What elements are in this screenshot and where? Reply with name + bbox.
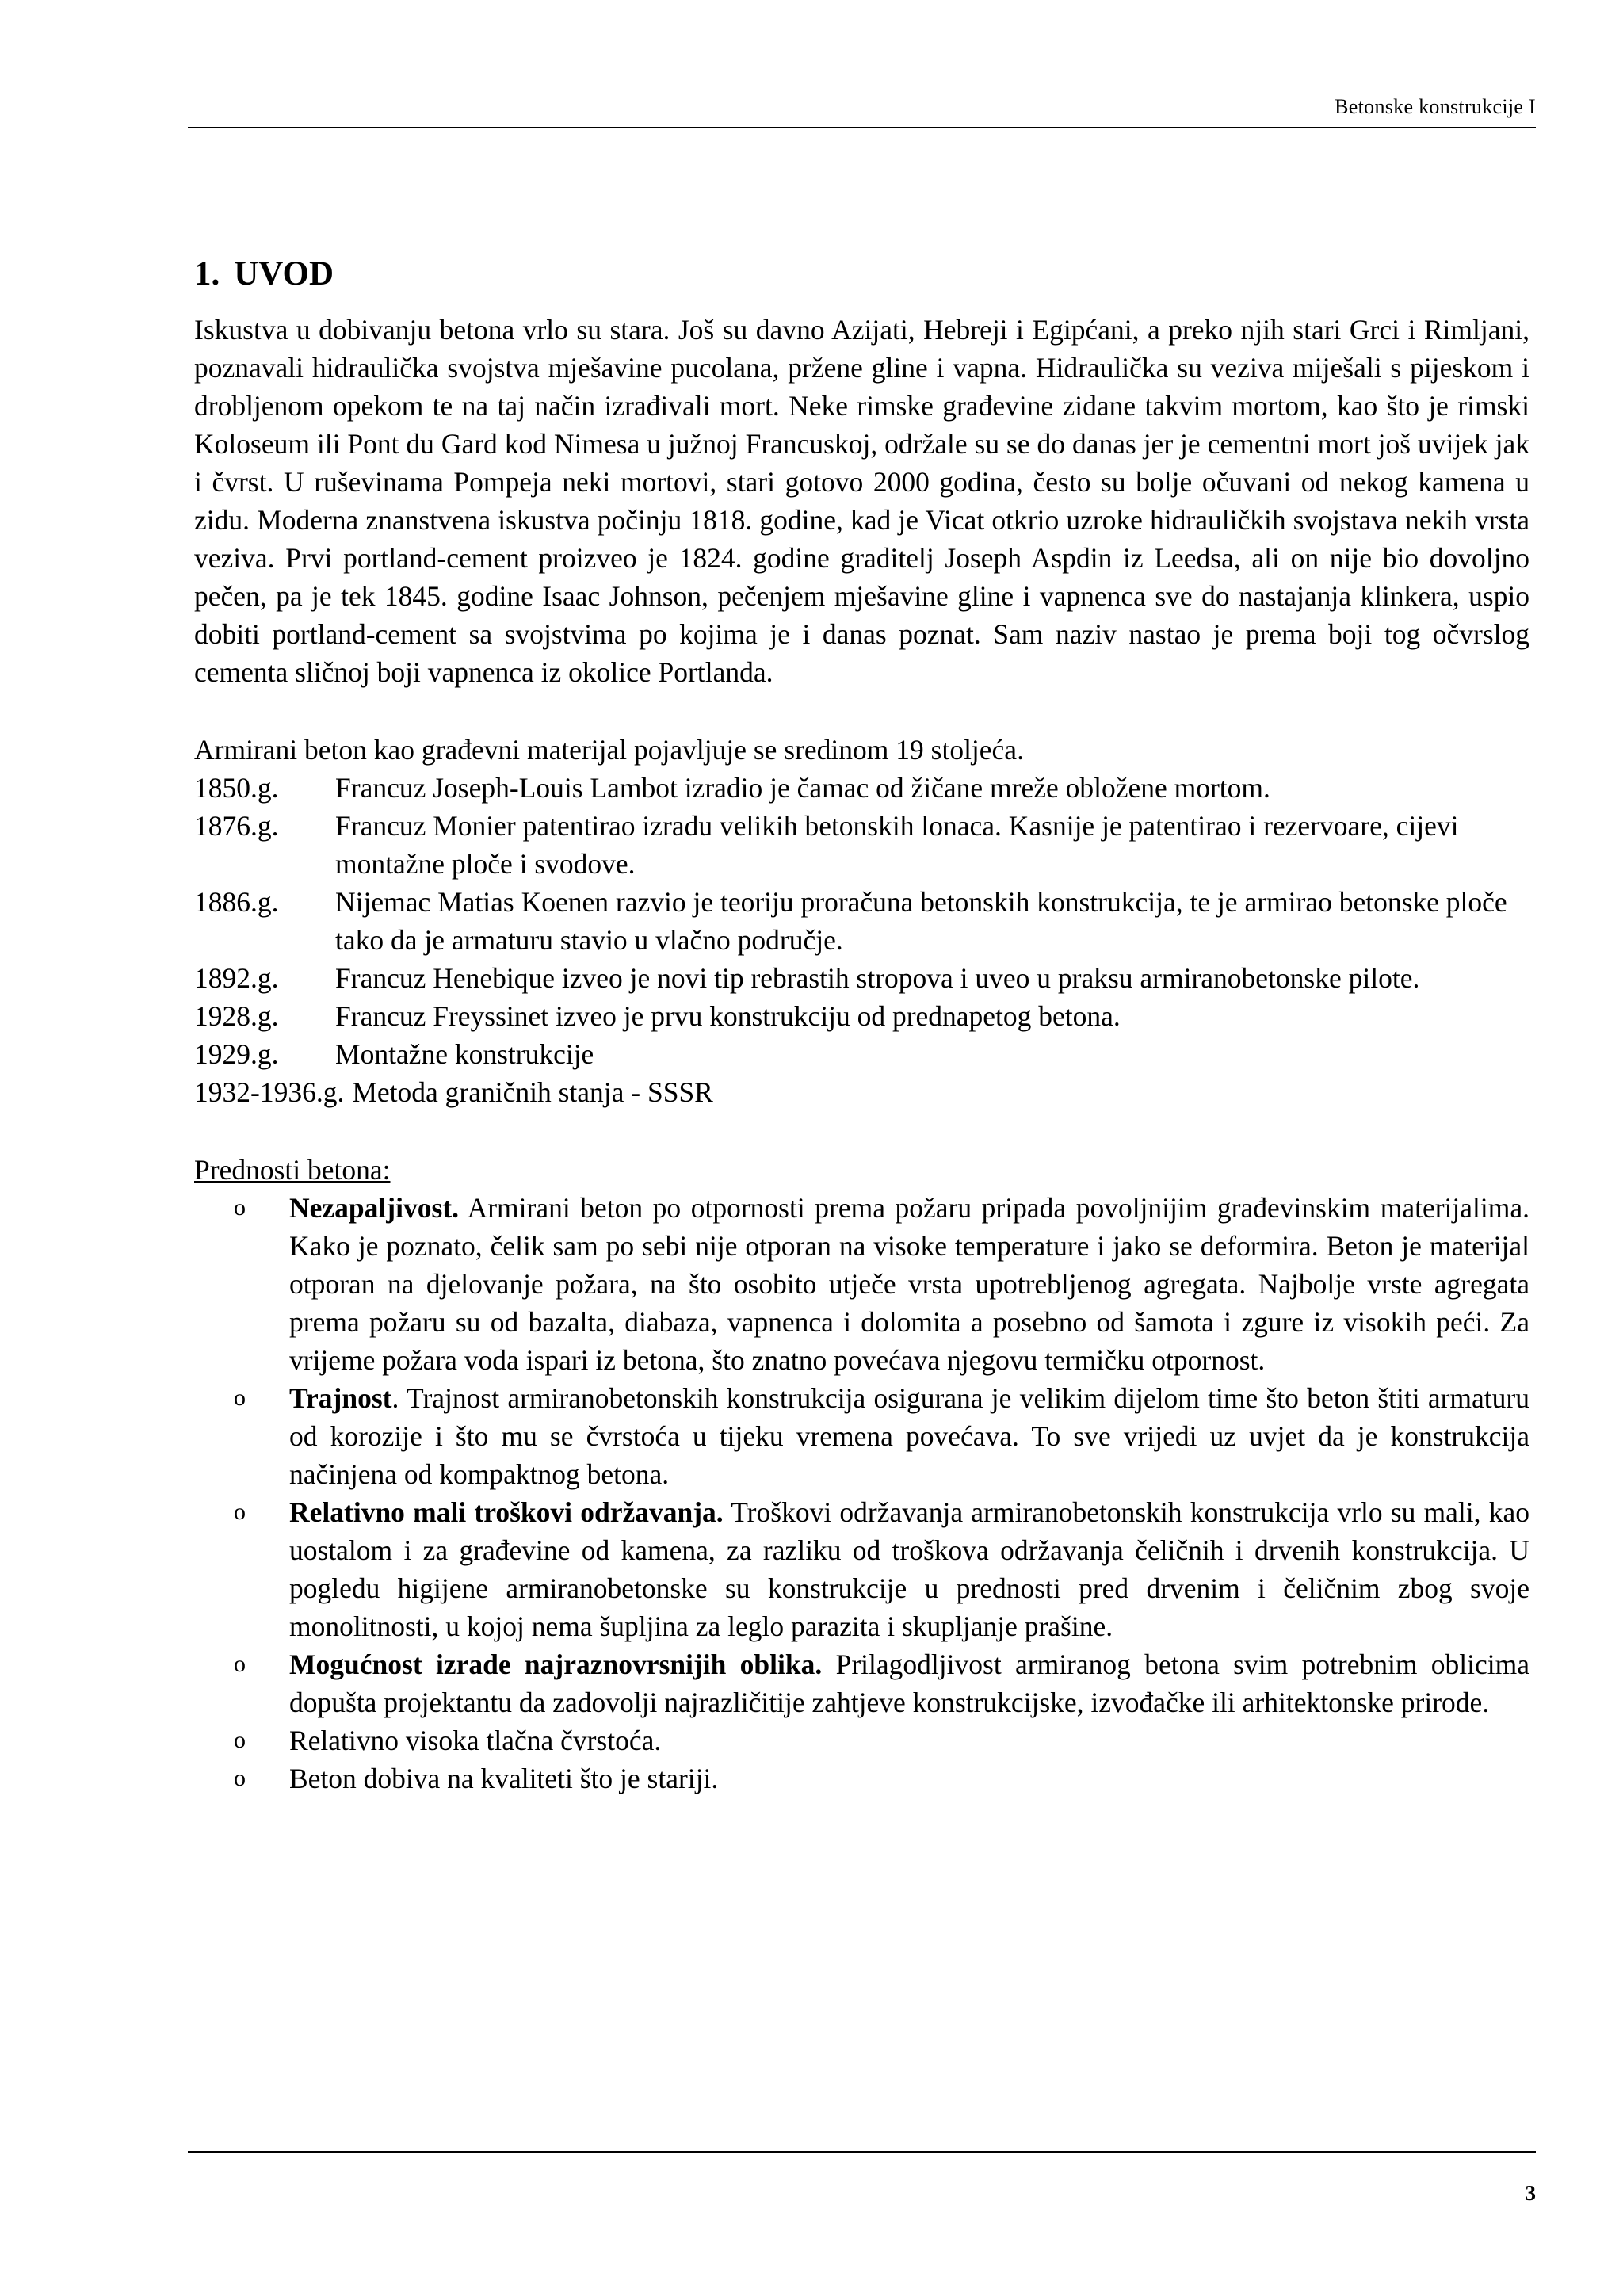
list-item-body: Troškovi održavanja armiranobetonskih konstrukcija vrlo su mali, kao uostalom i za građevine od kamena, za razliku od troškova održavanja čeličnih i drvenih konstrukcija. U pogledu higijene armiranobetonske su konstrukcije u prednosti pred drvenim i čeličnim zbog svoje monolitnosti, u kojoj nema šupljina za leglo parazita i skupljanje prašine. <box>289 1496 1529 1642</box>
intro-paragraph: Iskustva u dobivanju betona vrlo su stara. Još su davno Azijati, Hebreji i Egipćani, a preko njih stari Grci i Rimljani, poznavali hidraulička svojstva mješavine pucolana, pržene gline i vapna. Hidraulička su veziva miješali s pijeskom i drobljenom opekom te na taj način izrađivali mort. Neke rimske građevine zidane takvim mortom, kao što je rimski Koloseum ili Pont du Gard kod Nimesa u južnoj Francuskoj, održale su se do danas jer je cementni mort još uvijek jak i čvrst. U ruševinama Pompeja neki mortovi, stari gotovo 2000 godina, često su bolje očuvani od nekog kamena u zidu. Moderna znanstvena iskustva počinju 1818. godine, kad je Vicat otkrio uzroke hidrauličkih svojstava nekih vrsta veziva. Prvi portland-cement proizveo je 1824. godine graditelj Joseph Aspdin iz Leedsa, ali on nije bio dovoljno pečen, pa je tek 1845. godine Isaac Johnson, pečenjem mješavine gline i vapnenca sve do nastajanja klinkera, uspio dobiti portland-cement sa svojstvima po kojima je i danas poznat. Sam naziv nastao je prema boji tog očvrslog cementa sličnoj boji vapnenca iz okolice Portlanda. <box>194 314 1529 688</box>
timeline-year: 1886.g. <box>194 886 279 918</box>
page-content <box>194 252 1529 1797</box>
list-item-text <box>289 1189 1529 1379</box>
list-item-body: Prilagodljivost armiranog betona svim potrebnim oblicima dopušta projektantu da zadovolji najrazličitije zahtjeve konstrukcijske, izvođačke ili arhitektonske prirode. <box>289 1648 1530 1718</box>
timeline-row <box>194 1073 1529 1111</box>
list-item-bold: Mogućnost izrade najraznovrsnijih oblika. <box>289 1648 823 1680</box>
timeline-row <box>194 959 1529 997</box>
list-item-bold: Relativno mali troškovi održavanja. <box>289 1496 724 1528</box>
bullet-icon: o <box>234 1727 246 1753</box>
section-title <box>194 252 1529 296</box>
timeline-year: 1929.g. <box>194 1038 279 1070</box>
bullet-icon: o <box>234 1194 246 1221</box>
bullet-icon: o <box>234 1765 246 1791</box>
list-item-text <box>289 1721 1529 1759</box>
timeline-text: Francuz Monier patentirao izradu velikih betonskih lonaca. Kasnije je patentirao i rezervoare, cijevi montažne ploče i svodove. <box>335 810 1459 880</box>
list-item <box>194 1721 1529 1759</box>
advantages-heading: Prednosti betona: <box>194 1154 391 1186</box>
list-item-bold: Nezapaljivost. <box>289 1192 459 1224</box>
list-item-body: Beton dobiva na kvaliteti što je stariji. <box>289 1763 719 1794</box>
timeline-row <box>194 1035 1529 1073</box>
list-item <box>194 1493 1529 1645</box>
timeline-year: 1892.g. <box>194 962 279 994</box>
advantages-list <box>194 1189 1529 1797</box>
bullet-icon: o <box>234 1385 246 1411</box>
timeline-text: Montažne konstrukcije <box>335 1038 594 1070</box>
section-title-text: UVOD <box>234 255 334 292</box>
timeline-year: 1876.g. <box>194 810 279 842</box>
header-rule <box>188 127 1536 128</box>
timeline-row <box>194 769 1529 807</box>
list-item-bold: Trajnost <box>289 1382 392 1414</box>
list-item-body: . Trajnost armiranobetonskih konstrukcija osigurana je velikim dijelom time što beton štiti armaturu od korozije i što mu se čvrstoća u tijeku vremena povećava. To sve vrijedi uz uvjet da je konstrukcija načinjena od kompaktnog betona. <box>289 1382 1529 1490</box>
timeline-row <box>194 997 1529 1035</box>
timeline <box>194 769 1529 1111</box>
timeline-text: Francuz Henebique izveo je novi tip rebrastih stropova i uveo u praksu armiranobetonske pilote. <box>335 962 1420 994</box>
timeline-year: 1928.g. <box>194 1000 279 1032</box>
list-item-body: Armirani beton po otpornosti prema požaru pripada povoljnijim građevinskim materijalima. Kako je poznato, čelik sam po sebi nije otporan na visoke temperature i jako se deformira. Beton je materijal otporan na djelovanje požara, na što osobito utječe vrsta upotrebljenog agregata. Najbolje vrste agregata prema požaru su od bazalta, diabaza, vapnenca i dolomita a posebno od šamota i zgure iz visokih peći. Za vrijeme požara voda ispari iz betona, što znatno povećava njegovu termičku otpornost. <box>289 1192 1529 1376</box>
running-header: Betonske konstrukcije I <box>1335 95 1536 118</box>
list-item <box>194 1189 1529 1379</box>
bullet-icon: o <box>234 1499 246 1525</box>
list-item-text <box>289 1645 1529 1721</box>
list-item <box>194 1759 1529 1797</box>
timeline-text: Francuz Joseph-Louis Lambot izradio je čamac od žičane mreže obložene mortom. <box>335 772 1270 804</box>
armirani-intro: Armirani beton kao građevni materijal pojavljuje se sredinom 19 stoljeća. <box>194 734 1024 766</box>
list-item <box>194 1645 1529 1721</box>
list-item-text <box>289 1379 1529 1493</box>
bullet-icon: o <box>234 1651 246 1677</box>
section-number: 1. <box>194 255 220 292</box>
timeline-text: Metoda graničnih stanja - SSSR <box>352 1076 713 1108</box>
list-item-body: Relativno visoka tlačna čvrstoća. <box>289 1725 662 1756</box>
footer-rule <box>188 2151 1536 2153</box>
page-number: 3 <box>1525 2181 1536 2205</box>
timeline-row <box>194 883 1529 959</box>
timeline-row <box>194 807 1529 883</box>
list-item <box>194 1379 1529 1493</box>
list-item-text <box>289 1759 1529 1797</box>
timeline-text: Nijemac Matias Koenen razvio je teoriju proračuna betonskih konstrukcija, te je armirao betonske ploče tako da je armaturu stavio u vlačno područje. <box>335 886 1507 956</box>
timeline-year: 1932-1936.g. <box>194 1076 345 1108</box>
timeline-text: Francuz Freyssinet izveo je prvu konstrukciju od prednapetog betona. <box>335 1000 1121 1032</box>
timeline-year: 1850.g. <box>194 772 279 804</box>
list-item-text <box>289 1493 1529 1645</box>
